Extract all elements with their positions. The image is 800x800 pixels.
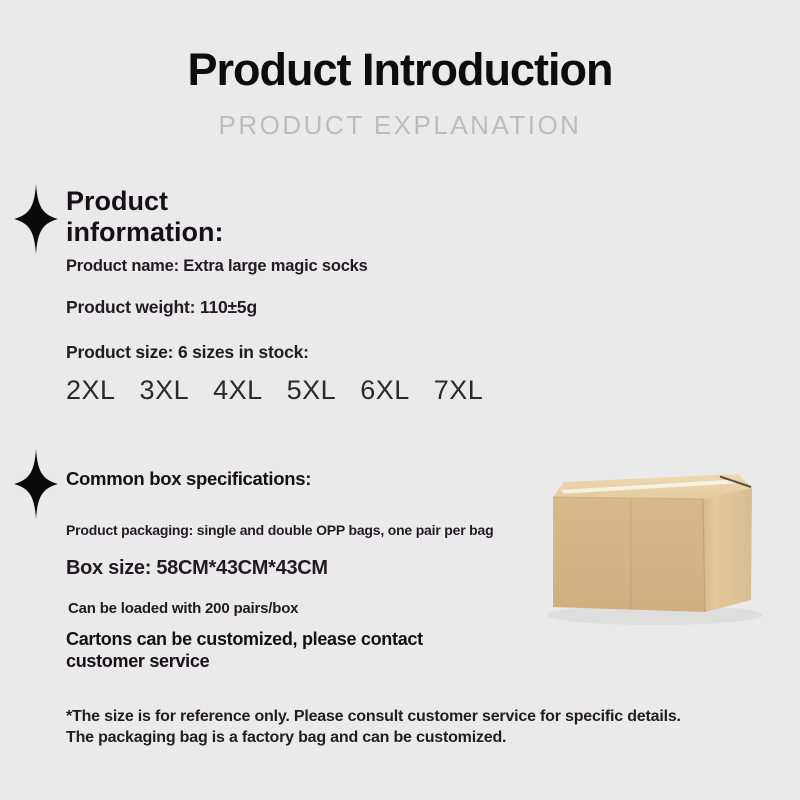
- product-name-row: Product name: Extra large magic socks: [66, 257, 368, 275]
- footnote: [66, 706, 681, 749]
- size-option: 4XL: [213, 375, 263, 405]
- box-section-heading: Common box specifications:: [66, 468, 312, 489]
- product-weight-row: Product weight: 110±5g: [66, 297, 257, 317]
- customization-row: Cartons can be customized, please contact customer service: [66, 629, 423, 671]
- product-size-row: Product size: 6 sizes in stock:: [66, 342, 309, 362]
- box-right-face: [703, 488, 752, 612]
- sparkle-icon: [14, 184, 58, 254]
- size-option: 3XL: [139, 375, 190, 405]
- size-options-row: [66, 375, 483, 406]
- footnote-line: *The size is for reference only. Please consult customer service for specific details.: [66, 708, 681, 725]
- info-section-heading: Product information:: [66, 186, 224, 248]
- footnote-line: The packaging bag is a factory bag and can be customized.: [66, 729, 507, 747]
- capacity-row: Can be loaded with 200 pairs/box: [68, 600, 299, 617]
- page-subtitle: PRODUCT EXPLANATION: [218, 110, 582, 140]
- sparkle-icon: [14, 449, 58, 519]
- page-title: Product Introduction: [187, 44, 613, 95]
- box-front-face: [553, 497, 705, 612]
- size-option: 7XL: [433, 375, 484, 405]
- box-size-row: Box size: 58CM*43CM*43CM: [66, 557, 328, 579]
- size-option: 6XL: [360, 375, 410, 405]
- cardboard-box-image: [533, 455, 797, 655]
- packaging-row: Product packaging: single and double OPP bags, one pair per bag: [66, 522, 494, 538]
- size-option: 2XL: [66, 375, 116, 405]
- size-option: 5XL: [286, 375, 337, 405]
